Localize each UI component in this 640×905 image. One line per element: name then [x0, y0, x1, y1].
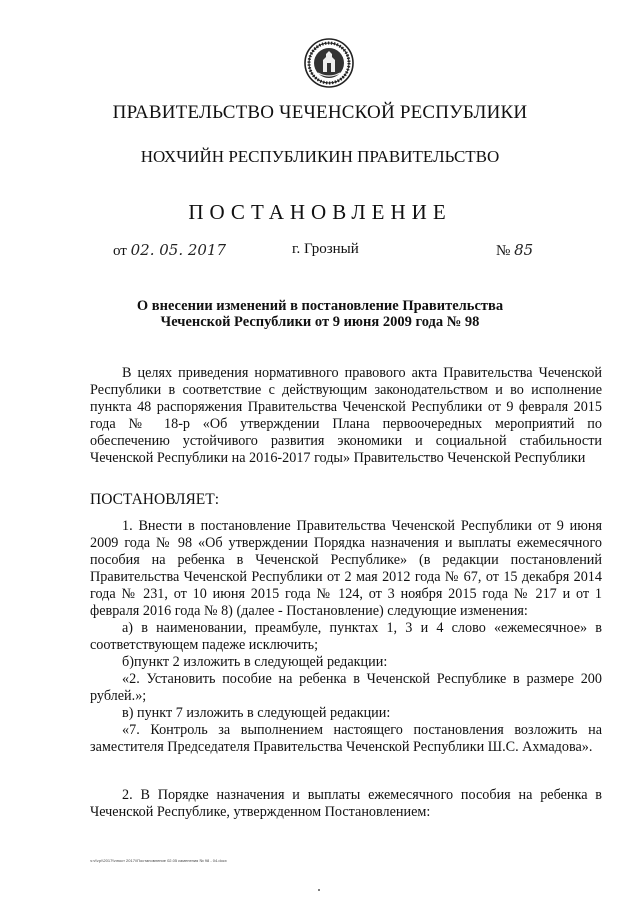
- item-1c: в) пункт 7 изложить в следующей редакции:: [122, 705, 391, 721]
- decree-city: г. Грозный: [292, 241, 359, 257]
- title-line-2: Чеченской Республики от 9 июня 2009 года № 98: [160, 314, 480, 330]
- government-name-ru: ПРАВИТЕЛЬСТВО ЧЕЧЕНСКОЙ РЕСПУБЛИКИ: [112, 102, 528, 123]
- preamble-paragraph: В целях приведения нормативного правового акта Правительства Чеченской Республики в соответствие с действующим законодательством и во исполнение пункта 48 распоряжения Правительства Чеченской Республики от 9 февраля 2015 года № 18-р «Об утверждении Плана первоочередных мероприятий по обеспечению устойчивого развития экономики и социальной стабильности Чеченской Республики на 2016-2017 годы» Правительство Чеченской Республики: [90, 365, 602, 466]
- government-name-ce: НОХЧИЙН РЕСПУБЛИКИН ПРАВИТЕЛЬСТВО: [140, 147, 500, 166]
- decree-number: [496, 241, 533, 260]
- number-value: 85: [514, 241, 534, 259]
- item-2-block: [90, 787, 602, 821]
- item-2: 2. В Порядке назначения и выплаты ежемесячного пособия на ребенка в Чеченской Республике, утвержденном Постановлением:: [90, 787, 602, 820]
- number-prefix: №: [496, 243, 511, 259]
- preamble-block: [90, 365, 602, 467]
- decree-title: [90, 298, 550, 330]
- item-1b-text: «2. Установить пособие на ребенка в Чеченской Республике в размере 200 рублей.»;: [90, 671, 602, 704]
- date-value: 02. 05. 2017: [130, 241, 227, 259]
- item-1c-text: «7. Контроль за выполнением настоящего постановления возложить на заместителя Председателя Правительства Чеченской Республики Ш.С. Ахмадова».: [90, 722, 602, 755]
- date-prefix: от: [113, 243, 127, 259]
- decree-items: [90, 518, 602, 756]
- document-type-heading: ПОСТАНОВЛЕНИЕ: [188, 200, 452, 224]
- resolves-block: [90, 491, 602, 508]
- page-mark: [318, 889, 320, 891]
- resolves-heading: ПОСТАНОВЛЯЕТ:: [90, 491, 220, 508]
- item-1a: а) в наименовании, преамбуле, пунктах 1, 3 и 4 слово «ежемесячное» в соответствующем падеже исключить;: [90, 620, 602, 653]
- item-1b: б)пункт 2 изложить в следующей редакции:: [122, 654, 388, 670]
- item-1: 1. Внести в постановление Правительства Чеченской Республики от 9 июня 2009 года № 98 «Об утверждении Порядка назначения и выплаты ежемесячного пособия на ребенка в Чеченской Республике» (в редакции постановлений Правительства Чеченской Республики от 2 мая 2012 года № 67, от 15 декабря 2014 года № 231, от 10 июня 2015 года № 124, от 3 ноября 2015 года № 217 и от 1 февраля 2016 года № 8) (далее - Постановление) следующие изменения:: [90, 518, 602, 619]
- title-line-1: О внесении изменений в постановление Правительства: [136, 298, 504, 314]
- file-path-footer: ч:ч\\гр\\2017\\ппост 2017\\Постановление 02.05 изменения № 98 - 04.docx: [90, 858, 227, 863]
- chechen-republic-emblem-icon: [304, 38, 354, 88]
- decree-date: [113, 241, 226, 260]
